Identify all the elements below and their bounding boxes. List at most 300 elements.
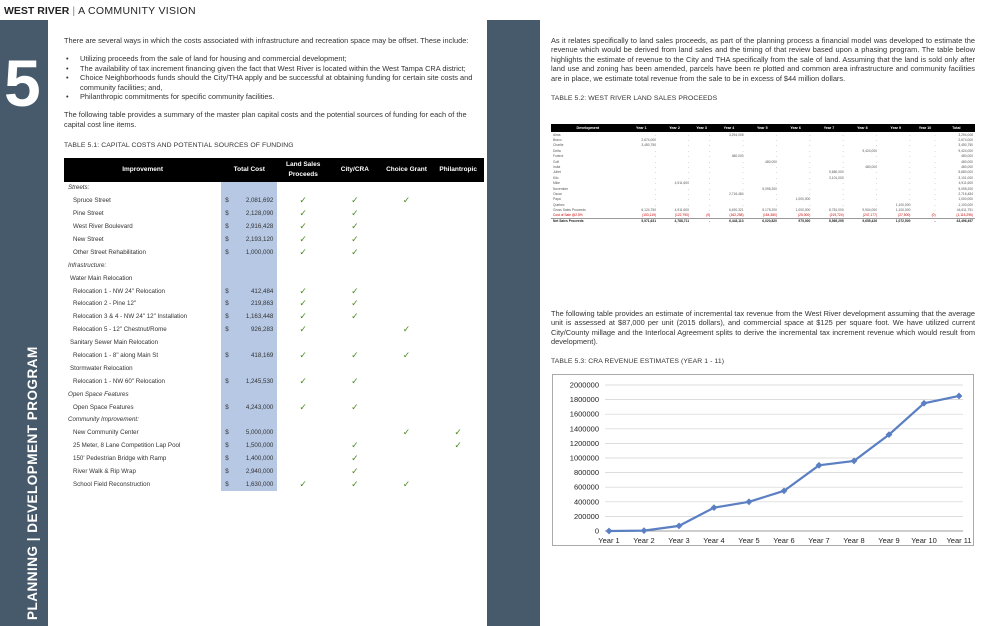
currency-symbol: $ bbox=[225, 455, 229, 463]
improvement-name: Streets: bbox=[68, 184, 90, 192]
table-row bbox=[64, 427, 484, 440]
funding-check-cell bbox=[432, 195, 484, 208]
total-cost-cell bbox=[221, 336, 277, 349]
funding-check-cell bbox=[277, 272, 329, 285]
table-row bbox=[64, 323, 484, 336]
table-row bbox=[64, 311, 484, 324]
y-tick-label: 200000 bbox=[573, 511, 599, 521]
land-value-cell: - bbox=[934, 170, 936, 175]
funding-check-cell bbox=[381, 246, 433, 259]
land-value-cell: - bbox=[654, 197, 657, 202]
land-value-cell: - bbox=[709, 148, 711, 153]
funding-check-cell bbox=[277, 311, 329, 324]
funding-check-cell bbox=[381, 401, 433, 414]
land-value-cell: 5,095,200 bbox=[958, 186, 973, 191]
brand-title: WEST RIVER bbox=[4, 5, 70, 17]
land-value-cell: - bbox=[842, 132, 844, 137]
cost-value: 1,630,000 bbox=[245, 480, 274, 488]
check-icon: ✓ bbox=[299, 478, 307, 489]
funding-check-cell bbox=[432, 465, 484, 478]
land-value-cell: - bbox=[809, 143, 811, 148]
funding-check-cell bbox=[329, 465, 381, 478]
land-value-cell: - bbox=[934, 191, 936, 196]
land-value-cell: - bbox=[687, 132, 690, 137]
land-value-cell: 4,788,711 bbox=[658, 218, 691, 223]
land-value-cell: 1,000,000 bbox=[795, 197, 811, 202]
bullet-item: • Philanthropic commitments for specific community facilities. bbox=[64, 92, 484, 101]
land-value-cell: - bbox=[775, 154, 777, 159]
land-value-cell: (247,177) bbox=[862, 213, 878, 218]
table-row bbox=[64, 272, 484, 285]
land-value-cell: (27,500) bbox=[898, 213, 911, 218]
land-value-cell: 1,072,500 bbox=[879, 218, 912, 223]
funding-check-cell bbox=[277, 439, 329, 452]
funding-check-cell bbox=[432, 427, 484, 440]
intro-paragraph: There are several ways in which the costs associated with infrastructure and recreation space may be offset. These include: bbox=[64, 36, 469, 45]
funding-check-cell bbox=[277, 414, 329, 427]
funding-check-cell bbox=[277, 182, 329, 195]
funding-check-cell bbox=[432, 375, 484, 388]
table-row bbox=[64, 362, 484, 375]
y-tick-label: 800000 bbox=[573, 468, 599, 478]
land-value-cell: - bbox=[709, 208, 711, 213]
currency-symbol: $ bbox=[225, 377, 229, 385]
check-icon: ✓ bbox=[402, 195, 411, 206]
data-point-marker bbox=[641, 527, 648, 534]
improvement-name: School Field Reconstruction bbox=[73, 480, 151, 488]
currency-symbol: $ bbox=[225, 351, 229, 359]
cost-value: 1,000,000 bbox=[245, 248, 274, 256]
funding-check-cell bbox=[432, 452, 484, 465]
improvement-name: Relocation 1 - NW 60" Relocation bbox=[73, 377, 165, 385]
currency-symbol: $ bbox=[225, 467, 229, 475]
land-value-cell: - bbox=[709, 186, 711, 191]
funding-check-cell bbox=[329, 362, 381, 375]
bullet-item: • Choice Neighborhoods funds should the City/THA apply and be successful at obtaining funding for certain site costs and community facilities; and, bbox=[64, 73, 484, 92]
land-value-cell: - bbox=[742, 170, 744, 175]
y-tick-label: 0 bbox=[594, 526, 599, 536]
total-cost-cell bbox=[221, 323, 277, 336]
land-value-cell: - bbox=[809, 132, 811, 137]
land-value-cell: 5,971,631 bbox=[625, 218, 658, 223]
land-value-cell: 480,000 bbox=[865, 165, 878, 170]
col-header-city-cra: City/CRA bbox=[329, 158, 381, 182]
funding-check-cell bbox=[432, 336, 484, 349]
land-value-cell: 480,000 bbox=[961, 159, 973, 164]
funding-check-cell bbox=[432, 207, 484, 220]
land-value-cell: - bbox=[875, 138, 878, 143]
cost-value: 4,243,000 bbox=[245, 403, 274, 411]
funding-check-cell bbox=[277, 336, 329, 349]
cost-value: 926,283 bbox=[250, 326, 274, 334]
improvement-name: New Community Center bbox=[73, 429, 139, 437]
funding-check-cell bbox=[432, 220, 484, 233]
land-value-cell: 9,424,000 bbox=[958, 148, 973, 153]
land-col-header: Total bbox=[938, 124, 975, 132]
capital-costs-table bbox=[64, 158, 484, 491]
funding-check-cell bbox=[432, 349, 484, 362]
land-value-cell: - bbox=[842, 154, 844, 159]
land-value-cell: - bbox=[875, 191, 878, 196]
land-value-cell: - bbox=[775, 170, 777, 175]
land-value-cell: - bbox=[809, 186, 811, 191]
currency-symbol: $ bbox=[225, 287, 229, 295]
funding-check-cell bbox=[329, 233, 381, 246]
land-value-cell: 4,911,600 bbox=[674, 181, 690, 186]
funding-check-cell bbox=[329, 427, 381, 440]
table-row bbox=[64, 195, 484, 208]
funding-check-cell bbox=[381, 388, 433, 401]
check-icon: ✓ bbox=[351, 246, 359, 257]
land-value-cell: - bbox=[742, 181, 744, 186]
chapter-number: 5 bbox=[4, 46, 41, 120]
improvement-name: River Walk & Rip Wrap bbox=[73, 467, 136, 475]
funding-check-cell bbox=[381, 259, 433, 272]
land-value-cell: 44,611,791 bbox=[956, 208, 973, 213]
funding-check-cell bbox=[432, 298, 484, 311]
funding-check-cell bbox=[381, 452, 433, 465]
center-divider-bar bbox=[487, 20, 540, 626]
check-icon: ✓ bbox=[299, 233, 307, 244]
currency-symbol: $ bbox=[225, 223, 229, 231]
land-value-cell: - bbox=[842, 165, 844, 170]
total-cost-cell bbox=[221, 465, 277, 478]
table-row bbox=[64, 349, 484, 362]
cost-value: 2,128,090 bbox=[245, 210, 274, 218]
funding-check-cell bbox=[432, 362, 484, 375]
land-value-cell: - bbox=[909, 175, 911, 180]
funding-check-cell bbox=[329, 388, 381, 401]
land-value-cell: - bbox=[654, 191, 657, 196]
land-value-cell: - bbox=[775, 197, 777, 202]
funding-check-cell bbox=[329, 401, 381, 414]
land-value-cell: (154,380) bbox=[762, 213, 777, 218]
land-value-cell: 6,124,750 bbox=[641, 208, 657, 213]
development-name: Juliet bbox=[553, 170, 561, 175]
land-value-cell: - bbox=[687, 191, 690, 196]
funding-check-cell bbox=[381, 272, 433, 285]
land-col-header: Year 2 bbox=[658, 124, 691, 132]
y-tick-label: 1000000 bbox=[569, 453, 599, 463]
land-value-cell: - bbox=[909, 186, 911, 191]
funding-check-cell bbox=[277, 207, 329, 220]
funding-check-cell bbox=[277, 349, 329, 362]
land-value-cell: - bbox=[934, 186, 936, 191]
land-value-cell: - bbox=[875, 170, 878, 175]
land-value-cell: - bbox=[709, 159, 711, 164]
land-value-cell: - bbox=[909, 154, 911, 159]
land-sales-table bbox=[551, 124, 975, 224]
table-row bbox=[64, 220, 484, 233]
improvement-name: Relocation 1 - 8" along Main St bbox=[73, 351, 159, 359]
bullet-item: • The availability of tax increment financing given the fact that West River is located within the West Tampa CRA district; bbox=[64, 64, 484, 73]
land-value-cell: - bbox=[934, 202, 936, 207]
land-value-cell: 6,490,321 bbox=[728, 208, 744, 213]
table-row bbox=[64, 375, 484, 388]
land-value-cell: 2,716,484 bbox=[958, 191, 973, 196]
check-icon: ✓ bbox=[402, 324, 411, 335]
land-col-header: Year 1 bbox=[625, 124, 658, 132]
funding-check-cell bbox=[329, 452, 381, 465]
check-icon: ✓ bbox=[351, 478, 359, 489]
development-name: Kilo bbox=[553, 175, 559, 180]
y-tick-label: 1200000 bbox=[569, 438, 599, 448]
total-cost-cell bbox=[221, 439, 277, 452]
check-icon: ✓ bbox=[351, 440, 359, 451]
funding-check-cell bbox=[381, 220, 433, 233]
land-value-cell: - bbox=[709, 138, 711, 143]
total-cost-cell bbox=[221, 388, 277, 401]
total-cost-cell bbox=[221, 272, 277, 285]
check-icon: ✓ bbox=[351, 195, 359, 206]
table-row bbox=[64, 452, 484, 465]
land-value-cell: (1,115,295) bbox=[956, 213, 973, 218]
land-value-cell: - bbox=[842, 197, 844, 202]
total-cost-cell bbox=[221, 478, 277, 491]
funding-check-cell bbox=[432, 388, 484, 401]
cost-value: 1,245,530 bbox=[245, 377, 274, 385]
improvement-name: Water Main Relocation bbox=[70, 274, 133, 282]
land-col-header: Year 10 bbox=[912, 124, 937, 132]
funding-check-cell bbox=[381, 182, 433, 195]
funding-check-cell bbox=[329, 439, 381, 452]
land-value-cell: - bbox=[842, 138, 844, 143]
table-row bbox=[64, 478, 484, 491]
land-value-cell: 9,655,426 bbox=[846, 218, 879, 223]
funding-check-cell bbox=[277, 220, 329, 233]
total-cost-cell bbox=[221, 349, 277, 362]
land-value-cell: - bbox=[934, 148, 936, 153]
land-value-cell: 1,000,000 bbox=[958, 197, 973, 202]
funding-check-cell bbox=[381, 478, 433, 491]
funding-check-cell bbox=[277, 465, 329, 478]
check-icon: ✓ bbox=[299, 285, 307, 296]
land-value-cell: - bbox=[742, 202, 744, 207]
land-value-cell: - bbox=[912, 218, 937, 223]
improvement-name: Community Improvement: bbox=[68, 416, 139, 424]
cost-value: 2,916,428 bbox=[245, 223, 274, 231]
land-value-cell: - bbox=[875, 143, 878, 148]
x-tick-label: Year 6 bbox=[773, 536, 795, 545]
land-value-cell: 3,101,000 bbox=[829, 175, 844, 180]
total-cost-cell bbox=[221, 375, 277, 388]
land-value-cell: 3,294,008 bbox=[958, 132, 973, 137]
funding-check-cell bbox=[381, 207, 433, 220]
land-value-cell: - bbox=[809, 202, 811, 207]
currency-symbol: $ bbox=[225, 326, 229, 334]
land-value-cell: - bbox=[809, 154, 811, 159]
tax-revenue-paragraph bbox=[551, 309, 975, 373]
cost-value: 418,169 bbox=[250, 351, 274, 359]
check-icon: ✓ bbox=[351, 311, 359, 322]
total-cost-cell bbox=[221, 401, 277, 414]
table-row bbox=[64, 182, 484, 195]
check-icon: ✓ bbox=[351, 208, 359, 219]
y-tick-label: 1600000 bbox=[569, 409, 599, 419]
development-name: Golf bbox=[553, 159, 560, 164]
land-value-cell: - bbox=[709, 175, 711, 180]
land-value-cell: - bbox=[654, 186, 657, 191]
header-separator: | bbox=[72, 5, 76, 17]
funding-check-cell bbox=[329, 220, 381, 233]
funding-check-cell bbox=[432, 272, 484, 285]
col-header-land-sales: Land Sales Proceeds bbox=[277, 158, 329, 182]
x-tick-label: Year 9 bbox=[878, 536, 900, 545]
land-value-cell: - bbox=[709, 132, 711, 137]
funding-check-cell bbox=[432, 259, 484, 272]
funding-check-cell bbox=[432, 414, 484, 427]
check-icon: ✓ bbox=[299, 375, 307, 386]
check-icon: ✓ bbox=[299, 324, 307, 335]
improvement-name: West River Boulevard bbox=[73, 223, 133, 231]
land-value-cell: (219,724) bbox=[829, 213, 844, 218]
land-value-cell: - bbox=[709, 165, 711, 170]
development-name: Foxtrot bbox=[553, 154, 564, 159]
land-value-cell: (0) bbox=[931, 213, 936, 218]
land-value-cell: - bbox=[909, 148, 911, 153]
y-tick-label: 1400000 bbox=[569, 424, 599, 434]
improvement-name: 150' Pedestrian Bridge with Ramp bbox=[73, 455, 167, 463]
land-value-cell: (122,790) bbox=[674, 213, 690, 218]
land-col-header: Year 8 bbox=[846, 124, 879, 132]
land-value-cell: - bbox=[934, 154, 936, 159]
land-value-cell: - bbox=[909, 197, 911, 202]
x-tick-label: Year 7 bbox=[808, 536, 830, 545]
land-value-cell: - bbox=[687, 154, 690, 159]
land-value-cell: - bbox=[709, 154, 711, 159]
funding-check-cell bbox=[329, 336, 381, 349]
land-value-cell: - bbox=[654, 148, 657, 153]
currency-symbol: $ bbox=[225, 300, 229, 308]
land-value-cell: - bbox=[842, 186, 844, 191]
table-row bbox=[64, 414, 484, 427]
x-tick-label: Year 10 bbox=[911, 536, 937, 545]
land-value-cell: 6,020,820 bbox=[746, 218, 779, 223]
land-value-cell: 1,100,000 bbox=[958, 202, 973, 207]
total-cost-cell bbox=[221, 414, 277, 427]
land-table-row bbox=[551, 218, 975, 223]
land-value-cell: 5,680,000 bbox=[958, 170, 973, 175]
land-value-cell: - bbox=[775, 181, 777, 186]
funding-bullet-list bbox=[64, 54, 484, 101]
land-value-cell: - bbox=[687, 138, 690, 143]
total-cost-cell bbox=[221, 220, 277, 233]
col-header-total-cost: Total Cost bbox=[221, 158, 277, 182]
funding-check-cell bbox=[432, 401, 484, 414]
land-value-cell: (0) bbox=[706, 213, 711, 218]
funding-check-cell bbox=[277, 478, 329, 491]
check-icon: ✓ bbox=[299, 221, 307, 232]
development-name: Alma bbox=[553, 132, 561, 137]
land-col-header: Year 9 bbox=[879, 124, 912, 132]
land-value-cell: - bbox=[934, 165, 936, 170]
land-value-cell: - bbox=[934, 197, 936, 202]
land-value-cell: - bbox=[909, 143, 911, 148]
land-value-cell: (162,258) bbox=[729, 213, 744, 218]
development-name: Gross Sales Proceeds bbox=[553, 208, 586, 213]
land-col-header: Year 7 bbox=[812, 124, 845, 132]
cost-value: 2,940,000 bbox=[245, 467, 274, 475]
land-value-cell: - bbox=[909, 181, 911, 186]
land-value-cell: - bbox=[742, 186, 744, 191]
cost-value: 1,400,000 bbox=[245, 455, 274, 463]
funding-check-cell bbox=[381, 285, 433, 298]
funding-check-cell bbox=[381, 233, 433, 246]
check-icon: ✓ bbox=[299, 401, 307, 412]
land-value-cell: - bbox=[654, 175, 657, 180]
x-tick-label: Year 4 bbox=[703, 536, 725, 545]
improvement-name: Pine Street bbox=[73, 210, 104, 218]
improvement-name: Relocation 1 - NW 24" Relocation bbox=[73, 287, 165, 295]
land-value-cell: (25,000) bbox=[798, 213, 811, 218]
land-value-cell: - bbox=[934, 175, 936, 180]
land-value-cell: - bbox=[934, 143, 936, 148]
land-value-cell: - bbox=[775, 138, 777, 143]
check-icon: ✓ bbox=[299, 208, 307, 219]
table-row bbox=[64, 465, 484, 478]
total-cost-cell bbox=[221, 207, 277, 220]
land-value-cell: - bbox=[842, 191, 844, 196]
improvement-name: 25 Meter, 8 Lane Competition Lap Pool bbox=[73, 442, 181, 450]
check-icon: ✓ bbox=[351, 221, 359, 232]
land-value-cell: - bbox=[809, 175, 811, 180]
bullet-item: • Utilizing proceeds from the sale of land for housing and commercial development; bbox=[64, 54, 484, 63]
table-5-2-caption: TABLE 5.2: WEST RIVER LAND SALES PROCEEDS bbox=[551, 95, 718, 103]
data-point-marker bbox=[746, 498, 753, 505]
funding-check-cell bbox=[277, 246, 329, 259]
improvement-name: Stormwater Relocation bbox=[70, 364, 133, 372]
funding-check-cell bbox=[381, 414, 433, 427]
funding-check-cell bbox=[329, 298, 381, 311]
development-name: Net Sales Proceeds bbox=[551, 218, 625, 223]
land-value-cell: - bbox=[654, 132, 657, 137]
land-value-cell: 480,000 bbox=[961, 154, 973, 159]
funding-check-cell bbox=[277, 259, 329, 272]
land-value-cell: - bbox=[687, 170, 690, 175]
cost-value: 1,163,448 bbox=[245, 313, 274, 321]
funding-check-cell bbox=[329, 375, 381, 388]
land-value-cell: - bbox=[709, 202, 711, 207]
x-tick-label: Year 2 bbox=[633, 536, 655, 545]
improvement-name: Open Space Features bbox=[68, 390, 129, 398]
col-header-choice-grant: Choice Grant bbox=[381, 158, 433, 182]
funding-check-cell bbox=[432, 182, 484, 195]
land-value-cell: 3,450,750 bbox=[641, 143, 657, 148]
check-icon: ✓ bbox=[351, 285, 359, 296]
funding-check-cell bbox=[329, 259, 381, 272]
chapter-vertical-title: PLANNING | DEVELOPMENT PROGRAM bbox=[25, 346, 40, 620]
check-icon: ✓ bbox=[351, 465, 359, 476]
currency-symbol: $ bbox=[225, 429, 229, 437]
land-value-cell: - bbox=[909, 165, 911, 170]
funding-check-cell bbox=[329, 285, 381, 298]
improvement-name: Spruce Street bbox=[73, 197, 111, 205]
land-value-cell: - bbox=[875, 159, 878, 164]
land-value-cell: - bbox=[909, 170, 911, 175]
land-col-header: Year 3 bbox=[691, 124, 712, 132]
table-row bbox=[64, 207, 484, 220]
land-value-cell: - bbox=[687, 175, 690, 180]
land-value-cell: - bbox=[687, 186, 690, 191]
land-value-cell: - bbox=[775, 143, 777, 148]
funding-check-cell bbox=[432, 323, 484, 336]
development-name: Mike bbox=[553, 181, 560, 186]
check-icon: ✓ bbox=[299, 349, 307, 360]
cost-value: 2,193,120 bbox=[245, 235, 274, 243]
development-name: Delta bbox=[553, 148, 561, 153]
improvement-name: Relocation 5 - 12" Chestnut/Rome bbox=[73, 326, 167, 334]
land-value-cell: 480,000 bbox=[731, 154, 744, 159]
